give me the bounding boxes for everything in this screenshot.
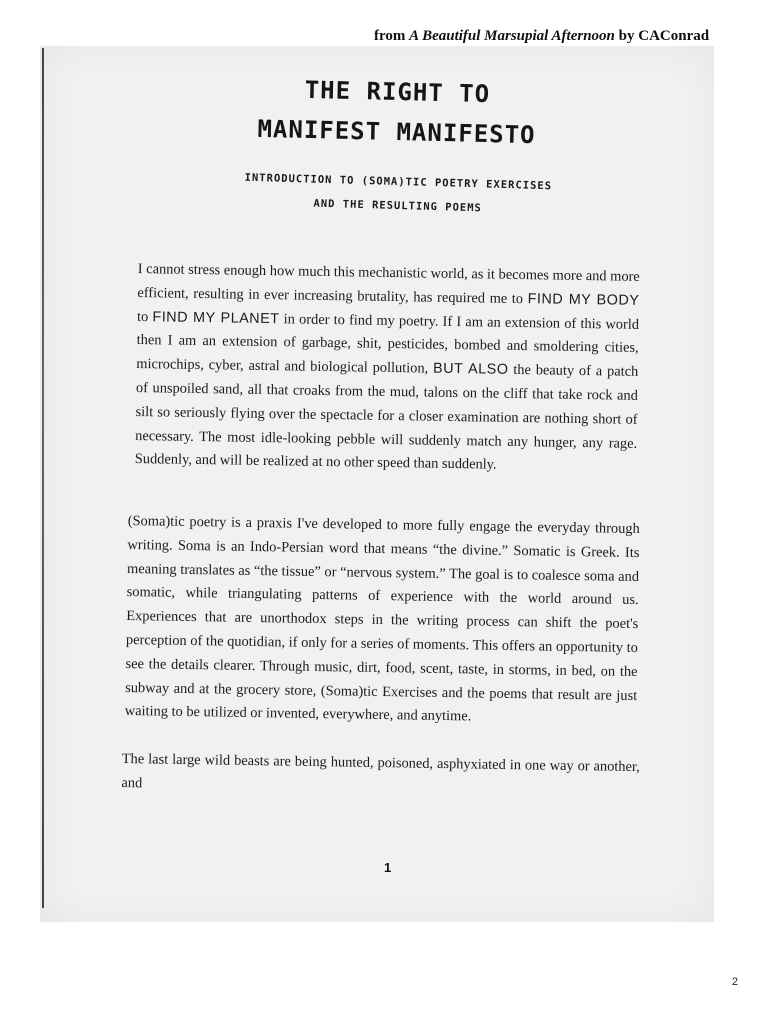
document-page-number: 2 <box>731 976 738 988</box>
paragraph-1 <box>135 258 640 480</box>
p1-emphasis-find-my-body: FIND MY BODY <box>527 290 640 309</box>
book-page-number: 1 <box>384 860 392 875</box>
title-line-2: MANIFEST MANIFESTO <box>257 114 536 150</box>
p1-emphasis-but-also: BUT ALSO <box>432 360 509 379</box>
scan-binding-edge <box>42 48 44 908</box>
p1-text-e: in order to find my poetry. If I am an extension of this world then I am an extension of garbage, shit, pesticides, bombed and smoldering cities, microchips, cyber, astral and biological pollution, <box>136 310 640 377</box>
p1-text-a: I cannot stress enough how much this mechanistic world, as it becomes more and more efficient, resulting in ever increasing brutality, has required me to <box>137 260 640 307</box>
p1-text-c: to <box>136 308 153 325</box>
paragraph-3: The last large wild beasts are being hunted, poisoned, asphyxiated in one way or another, and <box>121 750 640 792</box>
document-header <box>374 28 709 45</box>
page-title <box>231 68 563 155</box>
p1-emphasis-find-my-planet: FIND MY PLANET <box>152 308 280 327</box>
subtitle-line-2: AND THE RESULTING POEMS <box>313 197 483 215</box>
title-line-1: THE RIGHT TO <box>304 75 491 109</box>
subtitle-line-1: INTRODUCTION TO (SOMA)TIC POETRY EXERCISES <box>244 171 553 193</box>
header-author: by CAConrad <box>614 28 710 44</box>
header-book-title: A Beautiful Marsupial Afternoon <box>409 28 615 44</box>
p1-text-g: the beauty of a patch of unspoiled sand, all that croaks from the mud, talons on the cliff that take rock and silt so seriously flying over the spectacle for a closer examination are nothing short of necessary. The most idle-looking pebble will suddenly match any hunger, any rage. Suddenly, and will be realized at no other speed than suddenly. <box>134 362 639 474</box>
header-prefix: from <box>374 28 410 44</box>
paragraph-2: (Soma)tic poetry is a praxis I've developed to more fully engage the everyday through writing. Soma is an Indo-Persian word that means “the divine.” Somatic is Greek. Its meaning translates as “the tissue” or “nervous system.” The goal is to coalesce soma and somatic, while triangulating patterns of experience with the world around us. Experiences that are unorthodox steps in the writing process can shift the poet's perception of the quotidian, if only for a series of moments. This offers an opportunity to see the details clearer. Through music, dirt, food, scent, taste, in storms, in bed, on the subway and at the grocery store, (Soma)tic Exercises and the poems that result are just waiting to be utilized or invented, everywhere, and anytime. <box>124 512 640 725</box>
page-subtitle <box>227 165 568 222</box>
